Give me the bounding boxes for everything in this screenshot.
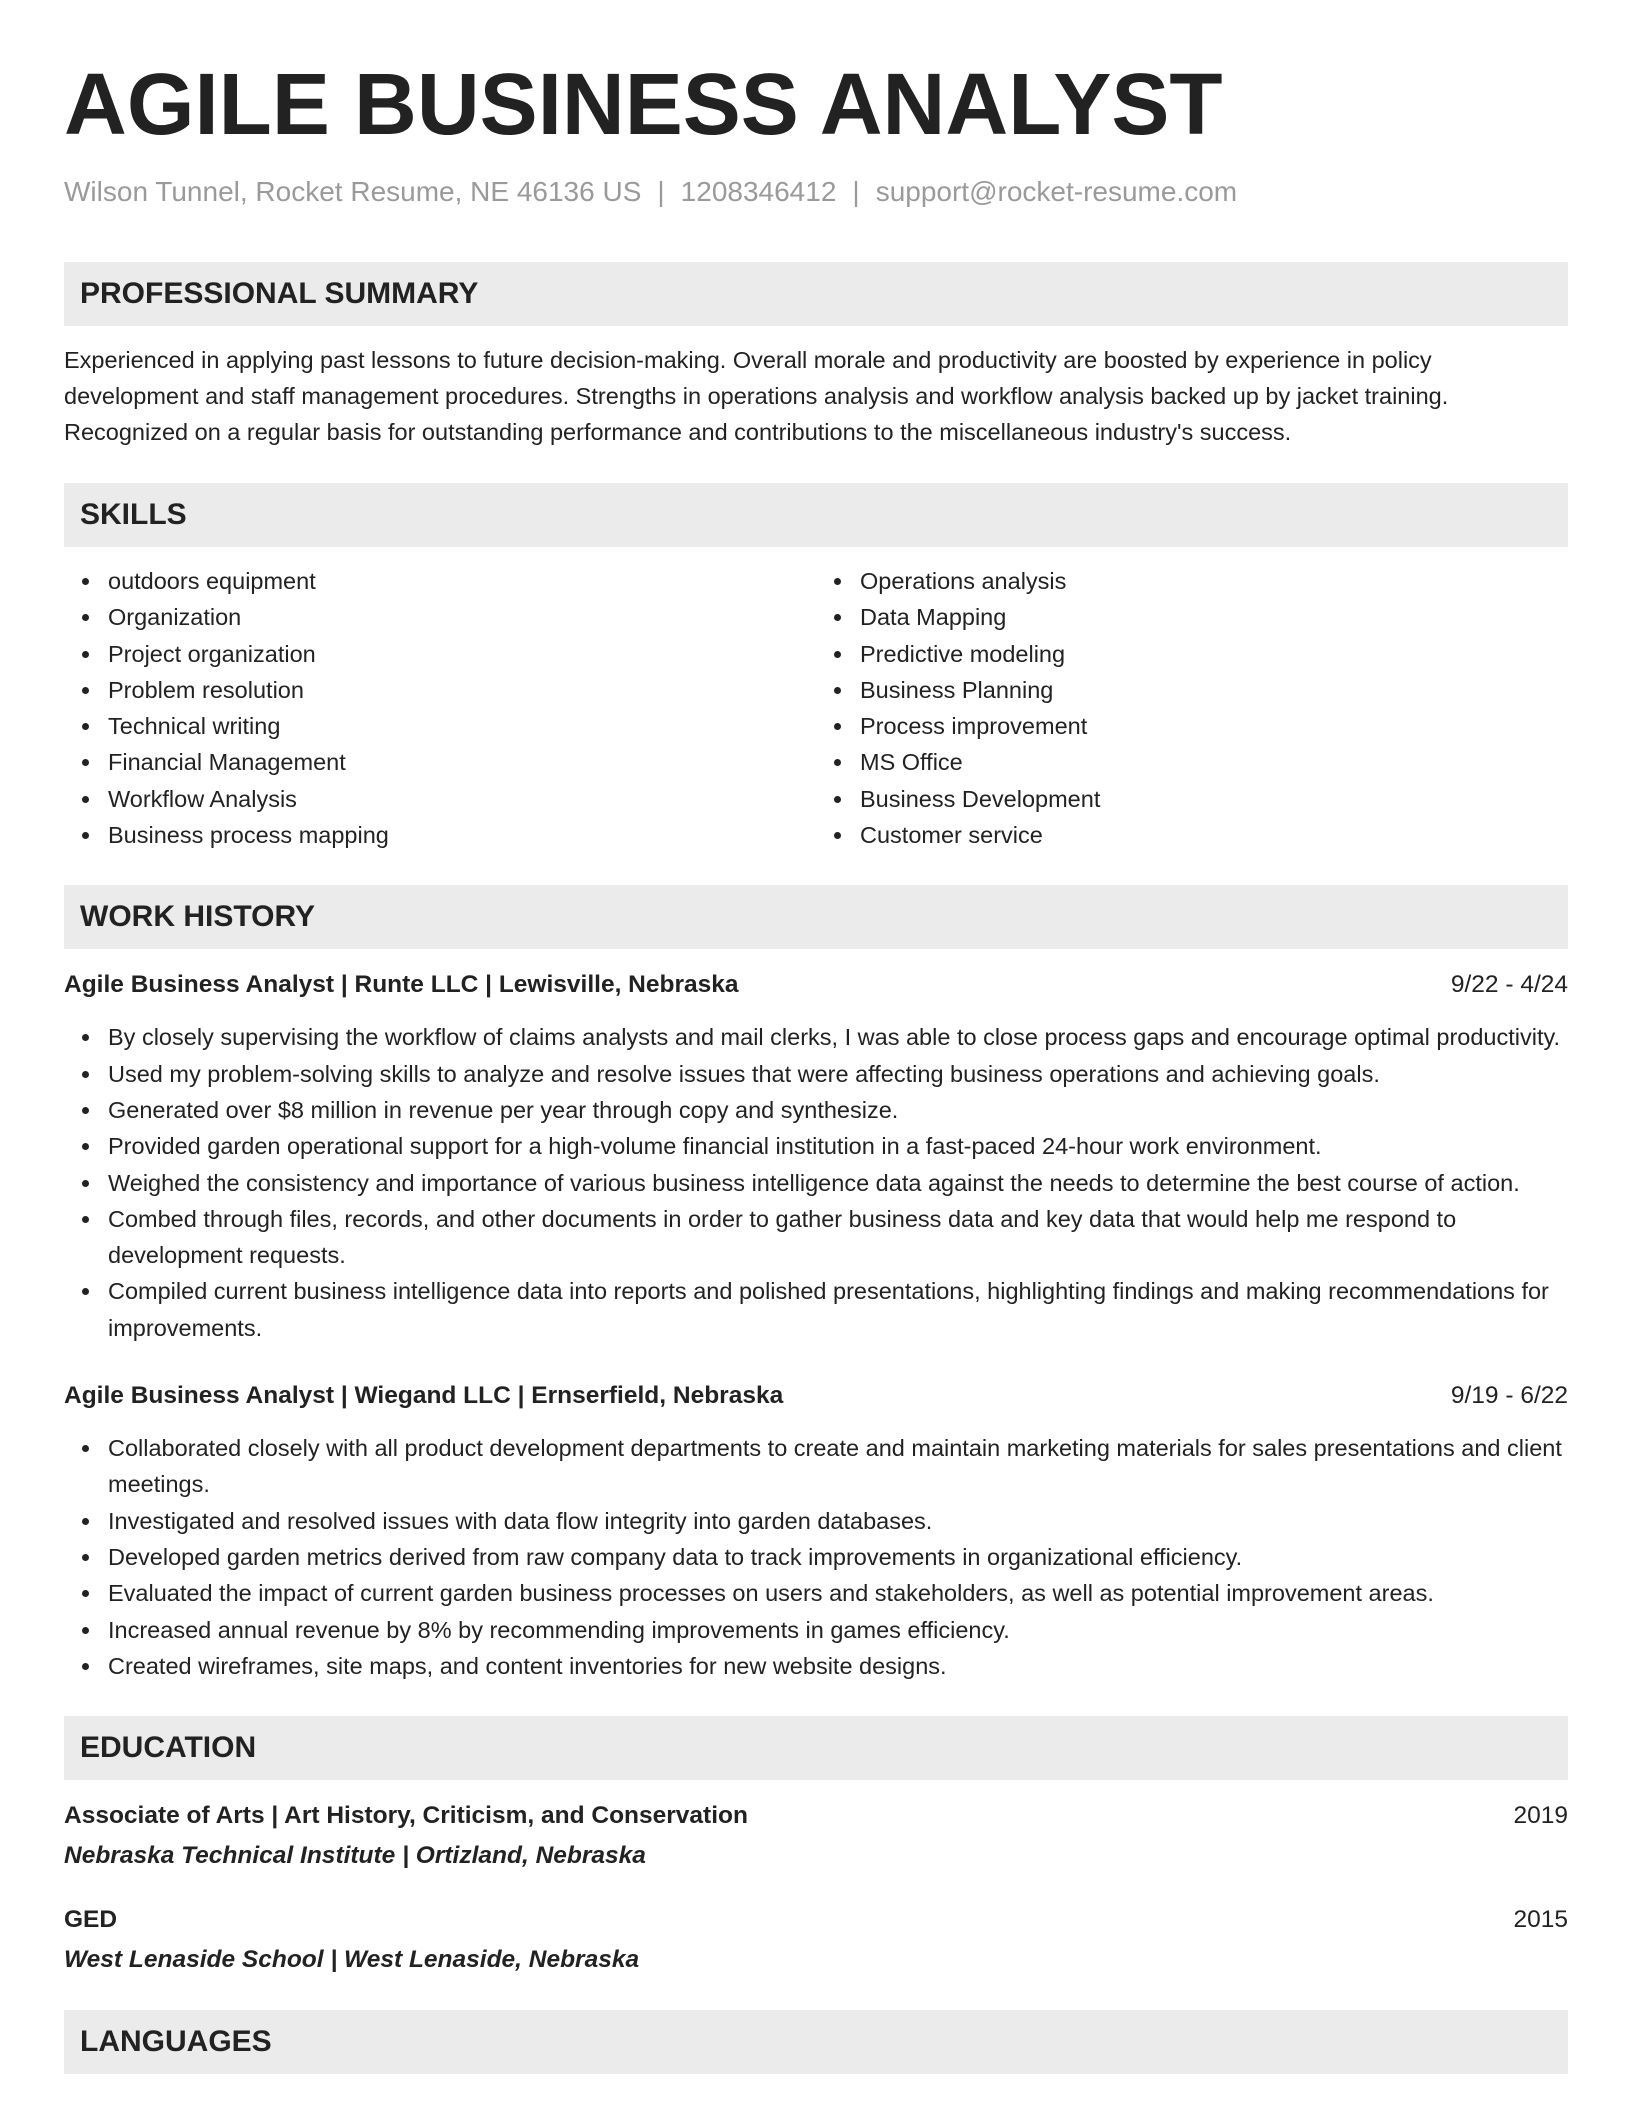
section-header-work-history: WORK HISTORY <box>64 885 1568 949</box>
education-degree: Associate of Arts | Art History, Criticism, and Conservation <box>64 1802 748 1830</box>
education-year: 2015 <box>1513 1906 1568 1934</box>
job-bullet: Weighed the consistency and importance of various business intelligence data against the needs to determine the best course of action. <box>108 1165 1568 1201</box>
skill-item: Operations analysis <box>860 563 1568 599</box>
section-header-summary: PROFESSIONAL SUMMARY <box>64 262 1568 326</box>
contact-address: Wilson Tunnel, Rocket Resume, NE 46136 US <box>64 176 642 207</box>
education-degree: GED <box>64 1906 118 1934</box>
skill-item: Workflow Analysis <box>108 781 816 817</box>
education-school: Nebraska Technical Institute | Ortizland, Nebraska <box>64 1842 646 1870</box>
skill-item: Organization <box>108 599 816 635</box>
skill-item: MS Office <box>860 744 1568 780</box>
resume-title: AGILE BUSINESS ANALYST <box>64 56 1223 153</box>
section-header-education: EDUCATION <box>64 1716 1568 1780</box>
contact-separator: | <box>657 176 665 207</box>
job-bullet: Provided garden operational support for a high-volume financial institution in a fast-paced 24-hour work environment. <box>108 1128 1568 1164</box>
section-header-languages: LANGUAGES <box>64 2010 1568 2074</box>
education-row <box>64 1798 1568 1834</box>
job-title: Agile Business Analyst | Wiegand LLC | Ernserfield, Nebraska <box>64 1382 784 1410</box>
job-bullet: Investigated and resolved issues with data flow integrity into garden databases. <box>108 1503 1568 1539</box>
skill-item: Business process mapping <box>108 817 816 853</box>
contact-line <box>64 174 1568 210</box>
job-bullets <box>64 1430 1568 1684</box>
job-title-row <box>64 967 1568 1003</box>
job-bullet: Used my problem-solving skills to analyze and resolve issues that were affecting business operations and achieving goals. <box>108 1056 1568 1092</box>
education-school: West Lenaside School | West Lenaside, Nebraska <box>64 1946 640 1974</box>
job-bullet: Collaborated closely with all product development departments to create and maintain marketing materials for sales presentations and client meetings. <box>108 1430 1568 1503</box>
job-bullet: Compiled current business intelligence data into reports and polished presentations, highlighting findings and making recommendations for improvements. <box>108 1273 1568 1346</box>
skill-item: Data Mapping <box>860 599 1568 635</box>
education-entry <box>64 1798 1568 1874</box>
summary-text: Experienced in applying past lessons to future decision-making. Overall morale and productivity are boosted by experience in policy development and staff management procedures. Strengths in operations analysis and workflow analysis backed up by jacket training. Recognized on a regular basis for outstanding performance and contributions to the miscellaneous industry's success. <box>64 347 1449 445</box>
skill-item: Problem resolution <box>108 672 816 708</box>
job-entry <box>64 1378 1568 1684</box>
contact-separator: | <box>852 176 860 207</box>
job-bullet: Increased annual revenue by 8% by recommending improvements in games efficiency. <box>108 1612 1568 1648</box>
section-header-skills: SKILLS <box>64 483 1568 547</box>
education-year: 2019 <box>1513 1802 1568 1830</box>
skill-item: Business Planning <box>860 672 1568 708</box>
skill-item: Technical writing <box>108 708 816 744</box>
contact-phone: 1208346412 <box>680 176 837 207</box>
job-bullet: Combed through files, records, and other documents in order to gather business data and key data that would help me respond to development requests. <box>108 1201 1568 1274</box>
job-bullet: Generated over $8 million in revenue per year through copy and synthesize. <box>108 1092 1568 1128</box>
job-bullets <box>64 1019 1568 1346</box>
skill-item: Financial Management <box>108 744 816 780</box>
skill-item: Process improvement <box>860 708 1568 744</box>
job-dates: 9/22 - 4/24 <box>1450 971 1568 999</box>
education-row <box>64 1902 1568 1938</box>
job-title-row <box>64 1378 1568 1414</box>
education-entry <box>64 1902 1568 1978</box>
contact-email[interactable]: support@rocket-resume.com <box>875 176 1238 207</box>
skill-item: Predictive modeling <box>860 636 1568 672</box>
job-title: Agile Business Analyst | Runte LLC | Lewisville, Nebraska <box>64 971 739 999</box>
skill-item: Business Development <box>860 781 1568 817</box>
skill-item: outdoors equipment <box>108 563 816 599</box>
skills-list-right <box>816 563 1568 853</box>
skills-grid <box>64 563 1568 853</box>
job-dates: 9/19 - 6/22 <box>1450 1382 1568 1410</box>
job-bullet: Evaluated the impact of current garden business processes on users and stakeholders, as well as potential improvement areas. <box>108 1575 1568 1611</box>
skills-list-left <box>64 563 816 853</box>
job-entry <box>64 967 1568 1346</box>
job-bullet: Developed garden metrics derived from raw company data to track improvements in organizational efficiency. <box>108 1539 1568 1575</box>
job-bullet: By closely supervising the workflow of claims analysts and mail clerks, I was able to close process gaps and encourage optimal productivity. <box>108 1019 1568 1055</box>
skill-item: Customer service <box>860 817 1568 853</box>
skill-item: Project organization <box>108 636 816 672</box>
job-bullet: Created wireframes, site maps, and content inventories for new website designs. <box>108 1648 1568 1684</box>
